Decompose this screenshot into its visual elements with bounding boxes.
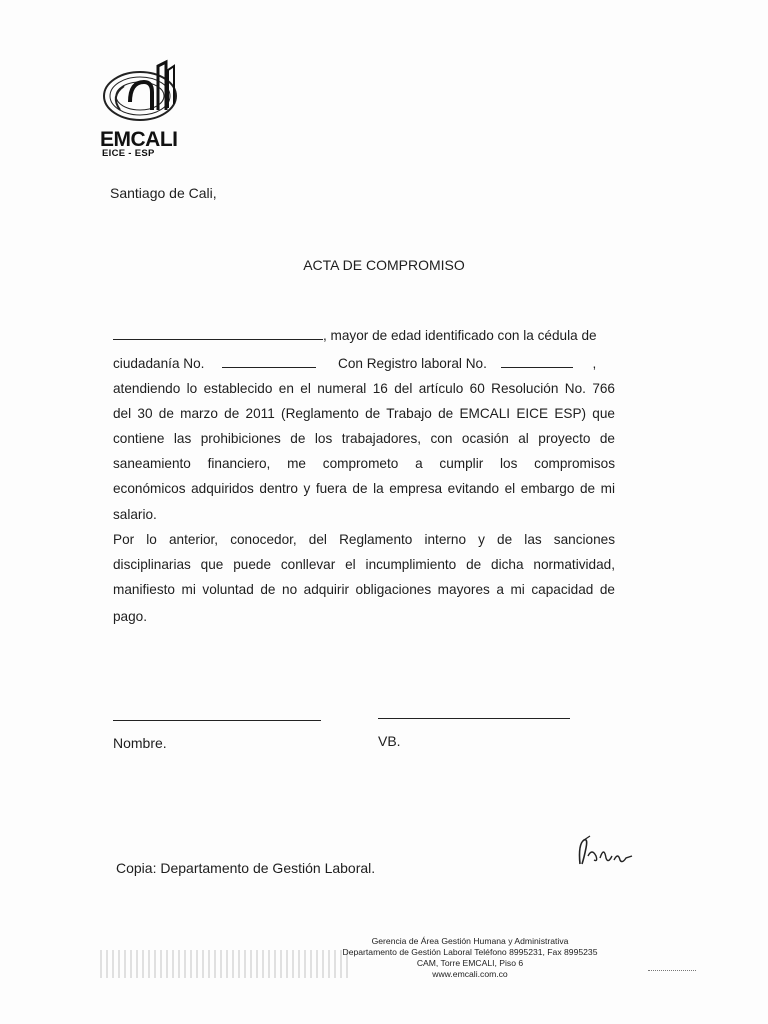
body-line-7: económicos adquiridos dentro y fuera de la empresa evitando el embargo de mi: [113, 481, 615, 496]
body-line-5: contiene las prohibiciones de los trabajadores, con ocasión al proyecto de: [113, 431, 615, 446]
comma: ,: [592, 356, 597, 371]
signature-line-name[interactable]: [113, 720, 321, 721]
emcali-logo-mark-icon: [100, 52, 190, 132]
scan-dots: [648, 970, 696, 971]
body-line-6: saneamiento financiero, me comprometo a cumplir los compromisos: [113, 456, 615, 471]
footer-website[interactable]: www.emcali.com.co: [432, 969, 508, 979]
copy-note: Copia: Departamento de Gestión Laboral.: [116, 860, 376, 876]
body-line-2: [113, 355, 615, 375]
logo-subtitle: EICE - ESP: [102, 148, 155, 159]
registry-number-blank[interactable]: [501, 355, 573, 368]
body-line-1: [113, 327, 615, 347]
body-line-3: atendiendo lo establecido en el numeral 16 del artículo 60 Resolución No. 766: [113, 381, 615, 396]
name-blank[interactable]: [113, 327, 323, 340]
document-title: ACTA DE COMPROMISO: [303, 257, 465, 273]
id-label: ciudadanía No.: [113, 356, 205, 371]
body-line-1-text: , mayor de edad identificado con la cédula de: [323, 328, 597, 343]
body-line-12: pago.: [113, 609, 148, 624]
footer-line-2: Departamento de Gestión Laboral Teléfono 8995231, Fax 8995235: [342, 947, 598, 957]
signature-label-name: Nombre.: [113, 735, 167, 751]
signature-label-vb: VB.: [378, 733, 401, 749]
body-line-4: del 30 de marzo de 2011 (Reglamento de Trabajo de EMCALI EICE ESP) que: [113, 406, 615, 421]
logo-name: EMCALI: [100, 128, 178, 151]
body-line-10: disciplinarias que puede conllevar el incumplimiento de dicha normatividad,: [113, 557, 615, 572]
footer-line-1: Gerencia de Área Gestión Humana y Administrativa: [371, 936, 569, 946]
signature-line-vb[interactable]: [378, 718, 570, 719]
city-date: Santiago de Cali,: [110, 185, 217, 201]
emcali-logo: [100, 52, 210, 172]
footer-line-3: CAM, Torre EMCALI, Piso 6: [416, 958, 524, 968]
body-line-9: Por lo anterior, conocedor, del Reglamento interno y de las sanciones: [113, 532, 615, 547]
registry-label: Con Registro laboral No.: [338, 356, 487, 371]
body-line-11: manifiesto mi voluntad de no adquirir obligaciones mayores a mi capacidad de: [113, 582, 615, 597]
handwritten-initials-icon: [574, 834, 634, 870]
id-number-blank[interactable]: [222, 355, 316, 368]
body-line-8: salario.: [113, 507, 157, 522]
